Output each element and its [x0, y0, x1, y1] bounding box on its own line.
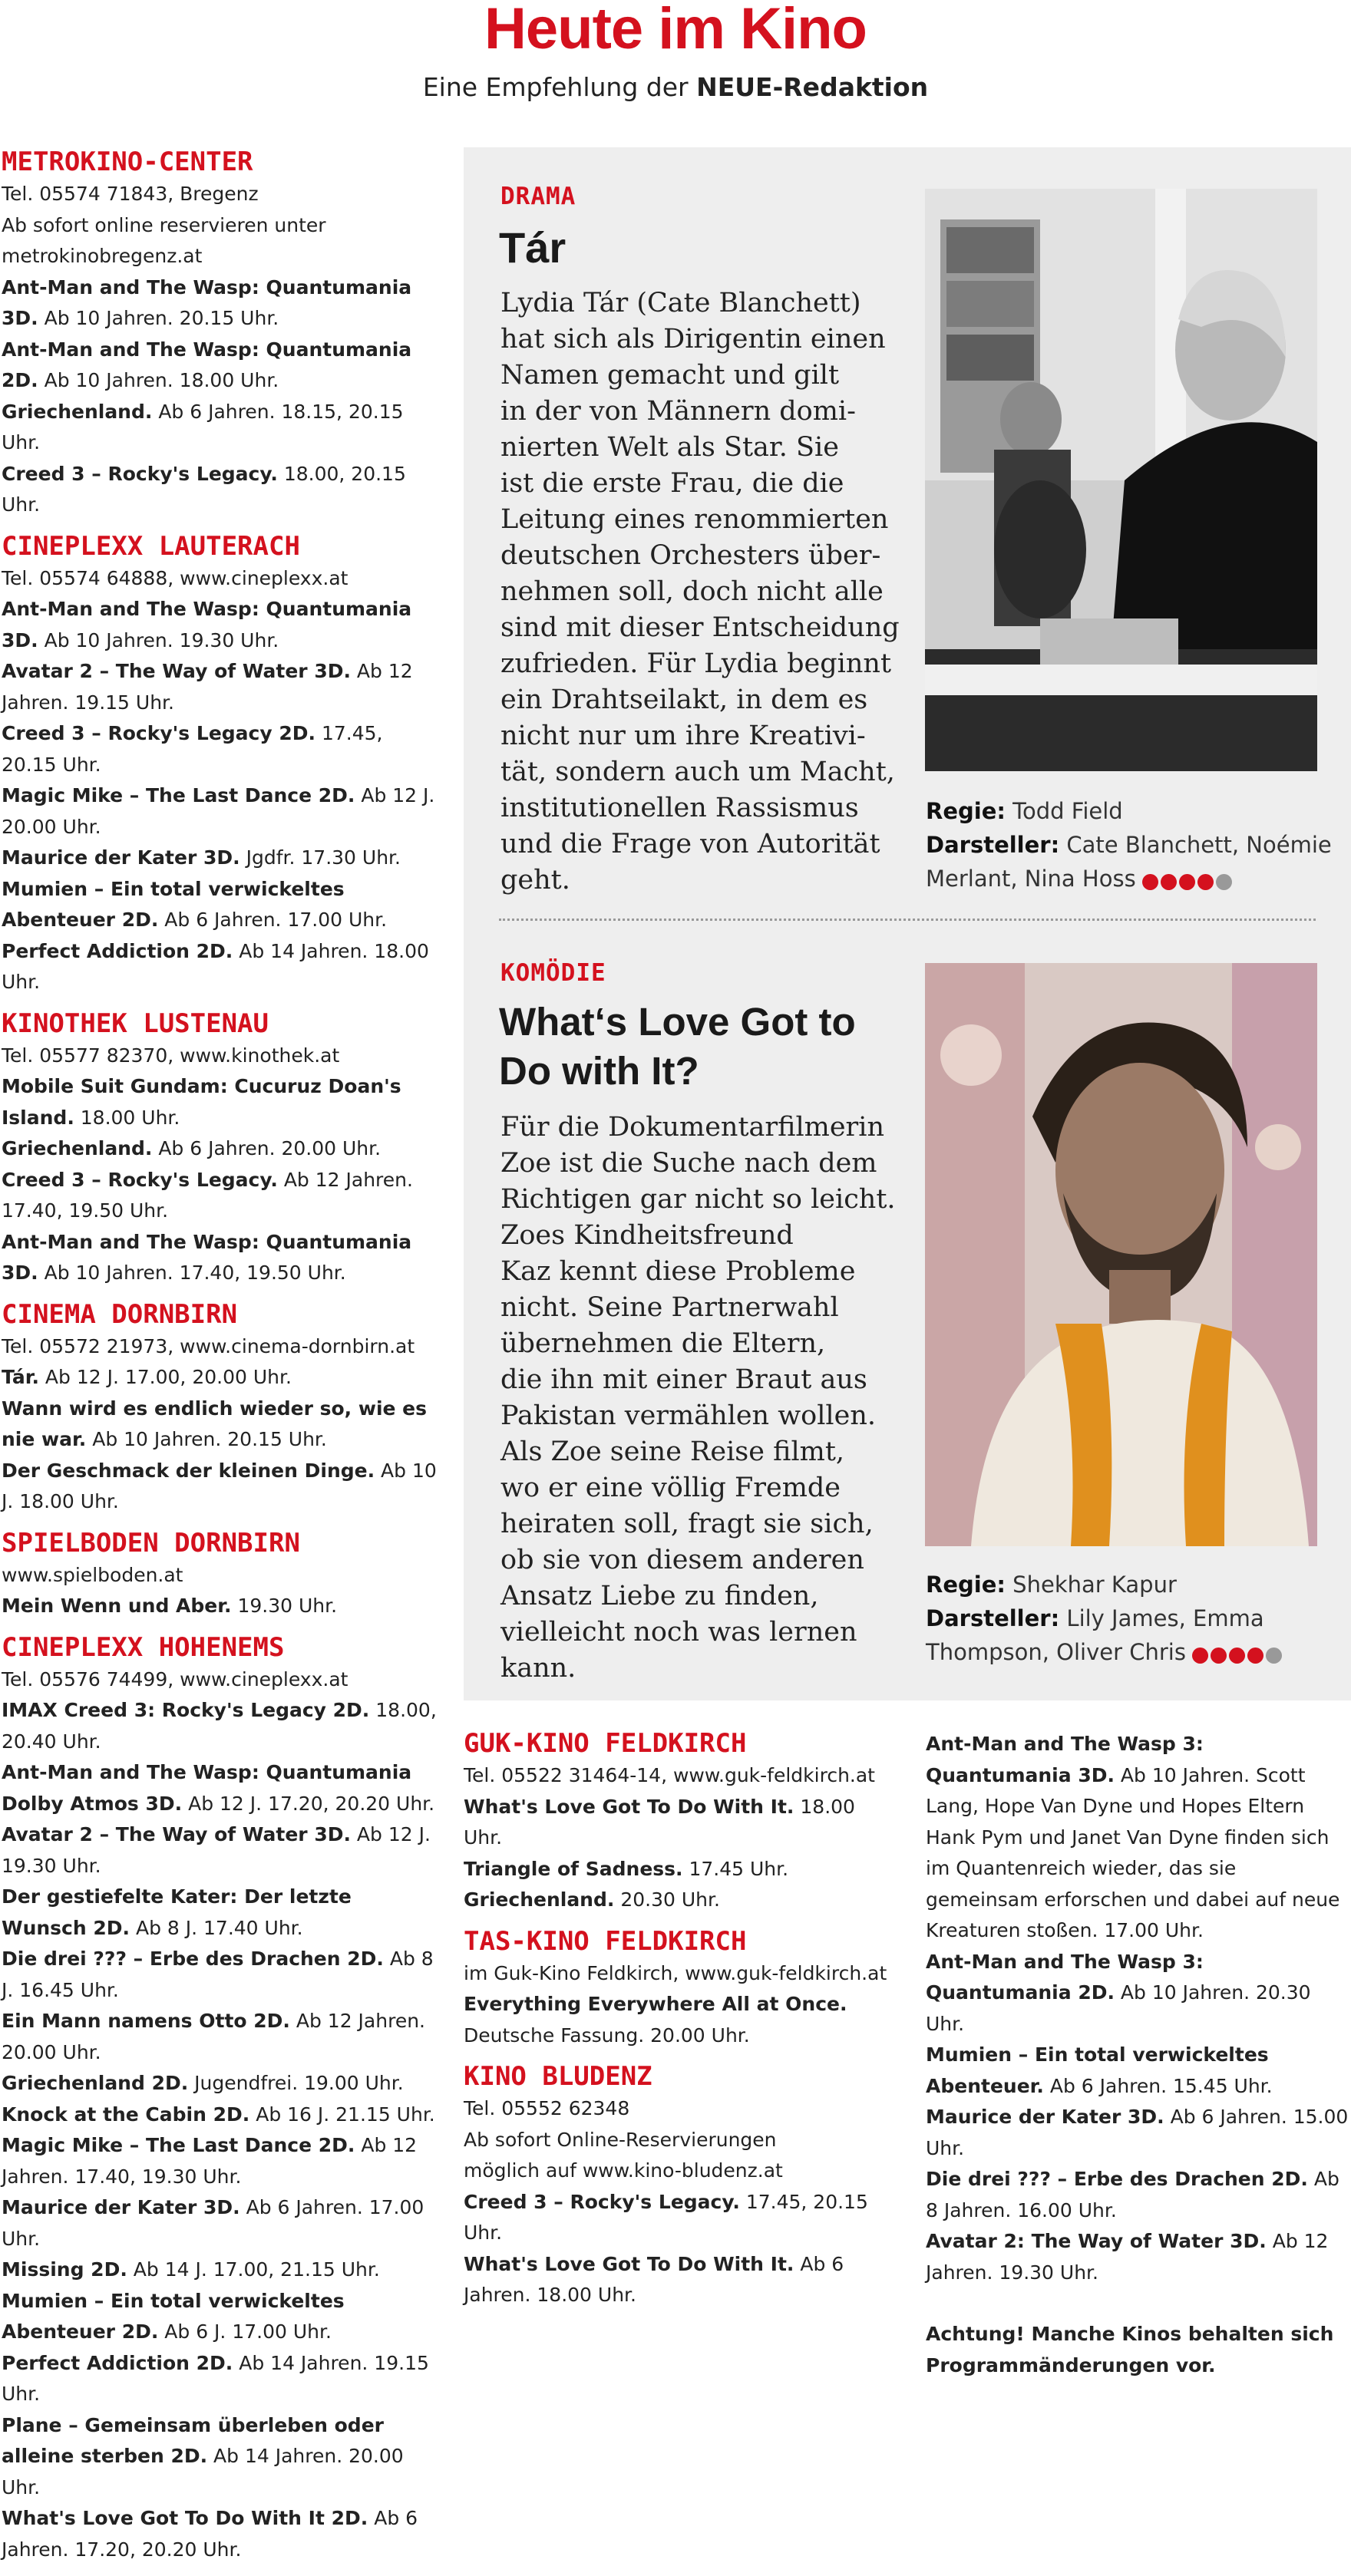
- film-details: 18.00, 20.15 Uhr.: [2, 462, 406, 516]
- film-entry: [2, 2348, 438, 2410]
- film-title: Perfect Addiction 2D.: [2, 939, 233, 962]
- film-title: Der gestiefelte Kater: Der letzte Wunsch 2D.: [2, 1885, 352, 1939]
- film-entry: [2, 2192, 438, 2254]
- film-entry: [2, 843, 438, 874]
- cinema-name: CINEPLEXX HOHENEMS: [2, 1631, 285, 1663]
- film-details: Ab 10 J. 18.00 Uhr.: [2, 1459, 437, 1512]
- film-details: Ab 10 Jahren. 20.30 Uhr.: [926, 1981, 1311, 2035]
- film-details: Ab 10 Jahren. Scott Lang, Hope Van Dyne und Hopes Eltern Hank Pym und Janet Van Dyne finden sich im Quantenreich wieder, das sie gemeinsam erforschen und dabei auf neue Kreaturen stoßen. 17.00 Uhr.: [926, 1763, 1340, 1941]
- review-text-line: wo er eine völlig Fremde: [500, 1473, 841, 1503]
- review-text-line: ob sie von diesem anderen: [500, 1545, 864, 1575]
- film-title: Ant-Man and The Wasp 3: Quantumania 3D.: [926, 1733, 1204, 1786]
- film-entry: [2, 1591, 438, 1622]
- film-title: Griechenland 2D.: [2, 2072, 189, 2094]
- page-title: Heute im Kino: [484, 0, 867, 61]
- film-entry: [2, 2068, 438, 2099]
- film-entry: [464, 1885, 894, 1916]
- film-details: Ab 8 Jahren. 16.00 Uhr.: [926, 2168, 1339, 2221]
- film-entry: [2, 2503, 438, 2565]
- cinema-info: Ab sofort Online-Reservierungen: [464, 2128, 777, 2151]
- film-entry: [2, 718, 438, 780]
- film-title: Ant-Man and The Wasp: Quantumania Dolby Atmos 3D.: [2, 1761, 412, 1815]
- review-text-line: institutionellen Rassismus: [500, 793, 859, 823]
- film-details: Ab 8 J. 17.40 Uhr.: [130, 1916, 303, 1939]
- film-entry: [2, 1227, 438, 1289]
- film-details: 18.00, 20.40 Uhr.: [2, 1699, 437, 1753]
- cinema-name: GUK-KINO FELDKIRCH: [464, 1728, 747, 1759]
- review-text-line: sind mit dieser Entscheidung: [500, 612, 900, 643]
- film-title: Creed 3 – Rocky's Legacy.: [464, 2190, 740, 2213]
- film-details: Ab 6 Jahren. 15.45 Uhr.: [1043, 2074, 1273, 2097]
- film-title: Wann wird es endlich wieder so, wie es nie war.: [2, 1397, 428, 1450]
- cinema-block: [2, 1633, 438, 2566]
- film-title: Maurice der Kater 3D.: [2, 2196, 240, 2218]
- film-details: Ab 6 Jahren. 15.00 Uhr.: [926, 2106, 1349, 2159]
- film-title: What's Love Got To Do With It.: [464, 1795, 794, 1818]
- film-details: Ab 10 Jahren. 17.40, 19.50 Uhr.: [38, 1262, 346, 1284]
- credits-regie: Regie: Todd Field: [926, 798, 1123, 824]
- film-details: Ab 14 Jahren. 19.15 Uhr.: [2, 2351, 429, 2405]
- film-details: Ab 6 Jahren. 18.15, 20.15 Uhr.: [2, 400, 404, 454]
- film-title: Perfect Addiction 2D.: [2, 2351, 233, 2374]
- rating-dots: [1142, 863, 1234, 897]
- film-details: Ab 6 Jahren. 17.00 Uhr.: [2, 2196, 424, 2250]
- review-text-line: vielleicht noch was lernen: [500, 1617, 857, 1648]
- film-entry: [2, 594, 438, 656]
- review-text-line: ein Drahtseilakt, in dem es: [500, 684, 868, 715]
- film-entry: [2, 1362, 438, 1394]
- film-entry: [2, 397, 438, 459]
- cinema-block: [2, 1529, 438, 1622]
- film-details: Ab 10 Jahren. 20.15 Uhr.: [86, 1428, 327, 1450]
- tar-film-photo: [925, 189, 1317, 771]
- review-text-line: Lydia Tár (Cate Blanchett): [500, 288, 861, 318]
- film-details: Ab 10 Jahren. 20.15 Uhr.: [38, 307, 279, 329]
- film-title: Griechenland.: [2, 400, 153, 423]
- film-title: Creed 3 – Rocky's Legacy 2D.: [2, 722, 316, 744]
- film-title: Avatar 2: The Way of Water 3D.: [926, 2230, 1267, 2252]
- film-details: Ab 12 Jahren. 17.40, 19.30 Uhr.: [2, 2134, 418, 2188]
- film-details: Ab 10 Jahren. 19.30 Uhr.: [38, 628, 279, 651]
- film-entry: [464, 2249, 894, 2311]
- film-entry: [926, 2164, 1349, 2226]
- cinema-block: [2, 1300, 438, 1518]
- rating-dot-empty: [1216, 874, 1232, 890]
- film-details: 17.45, 20.15 Uhr.: [464, 2190, 868, 2244]
- film-details: 17.45 Uhr.: [682, 1857, 789, 1880]
- film-title: Ant-Man and The Wasp: Quantumania 3D.: [2, 275, 412, 329]
- film-title: Magic Mike – The Last Dance 2D.: [2, 784, 355, 806]
- rating-dot-filled: [1247, 1648, 1263, 1664]
- review-text-line: geht.: [500, 865, 570, 895]
- film-details: Jugendfrei. 19.00 Uhr.: [188, 2072, 404, 2094]
- film-entry: [2, 2410, 438, 2504]
- film-details: Ab 6 Jahren. 18.00 Uhr.: [464, 2252, 844, 2306]
- film-title: Maurice der Kater 3D.: [926, 2106, 1164, 2128]
- film-entry: [2, 1757, 438, 1819]
- film-details: Ab 14 Jahren. 18.00 Uhr.: [2, 939, 429, 993]
- cinema-info: Ab sofort online reservieren unter: [2, 213, 326, 236]
- lower-cinema-column-2: [926, 1729, 1349, 2381]
- review-text-line: und die Frage von Autorität: [500, 829, 880, 859]
- cinema-block: [2, 147, 438, 521]
- review-text-line: heiraten soll, fragt sie sich,: [500, 1509, 874, 1539]
- film-entry: [2, 1456, 438, 1518]
- review-text-line: nehmen soll, doch nicht alle: [500, 576, 884, 607]
- love-film-photo-image: [925, 963, 1317, 1546]
- film-title: Plane – Gemeinsam überleben oder alleine sterben 2D.: [2, 2413, 384, 2467]
- review-text-line: Für die Dokumentarfilmerin: [500, 1112, 885, 1143]
- film-title: IMAX Creed 3: Rocky's Legacy 2D.: [2, 1699, 370, 1721]
- review-text-line: ist die erste Frau, die die: [500, 468, 844, 499]
- film-details: 18.00 Uhr.: [464, 1795, 855, 1849]
- film-details: Ab 10 Jahren. 18.00 Uhr.: [38, 369, 279, 391]
- film-title: Mumien – Ein total verwickeltes Abenteuer 2D.: [2, 877, 345, 931]
- film-title: Knock at the Cabin 2D.: [2, 2103, 250, 2126]
- review-text-line: in der von Männern domi-: [500, 396, 856, 427]
- film-entry: [2, 2286, 438, 2348]
- film-details: Ab 14 Jahren. 20.00 Uhr.: [2, 2445, 404, 2498]
- cinema-info: Tel. 05572 21973, www.cinema-dornbirn.at: [2, 1334, 415, 1357]
- credits-darsteller-cont: Thompson, Oliver Chris: [926, 1635, 1351, 1671]
- review-text-line: tät, sondern auch um Macht,: [500, 757, 895, 787]
- film-entry: [2, 1165, 438, 1227]
- film-entry: [2, 1071, 438, 1133]
- film-entry: [2, 656, 438, 718]
- film-entry: [2, 874, 438, 936]
- film-entry: [2, 1882, 438, 1944]
- cinema-info: Tel. 05577 82370, www.kinothek.at: [2, 1044, 340, 1067]
- film-entry: [464, 1792, 894, 1854]
- left-cinema-column: [2, 147, 438, 2576]
- cinema-info: Tel. 05552 62348: [464, 2097, 630, 2119]
- cinema-name: KINOTHEK LUSTENAU: [2, 1008, 269, 1039]
- rating-dot-filled: [1161, 874, 1177, 890]
- film-entry: [464, 1989, 894, 2051]
- review-text-line: Zoe ist die Suche nach dem: [500, 1148, 877, 1179]
- film-title: Die drei ??? – Erbe des Drachen 2D.: [926, 2168, 1308, 2190]
- cinema-info: Tel. 05522 31464-14, www.guk-feldkirch.at: [464, 1764, 875, 1786]
- film-title: What's Love Got To Do With It.: [464, 2252, 794, 2275]
- film-title: Everything Everywhere All at Once.: [464, 1993, 847, 2015]
- film-title: Triangle of Sadness.: [464, 1857, 683, 1880]
- film-details: 20.30 Uhr.: [614, 1888, 720, 1911]
- film-entry: [2, 1133, 438, 1165]
- rating-dots: [1192, 1637, 1284, 1671]
- cinema-name: KINO BLUDENZ: [464, 2061, 652, 2092]
- review-title: Tár: [499, 223, 566, 272]
- film-title: Mobile Suit Gundam: Cucuruz Doan's Island.: [2, 1075, 401, 1129]
- review-text-line: deutschen Orchesters über-: [500, 540, 881, 571]
- film-entry: [2, 2254, 438, 2286]
- rating-dot-filled: [1142, 874, 1158, 890]
- cinema-info: Tel. 05576 74499, www.cineplexx.at: [2, 1667, 348, 1690]
- love-film-photo: [925, 963, 1317, 1546]
- rating-dot-empty: [1266, 1648, 1282, 1664]
- cinema-info: metrokinobregenz.at: [2, 245, 203, 267]
- review-text-line: Namen gemacht und gilt: [500, 360, 840, 391]
- cinema-info: möglich auf www.kino-bludenz.at: [464, 2159, 783, 2182]
- cinema-info: Tel. 05574 64888, www.cineplexx.at: [2, 566, 348, 589]
- film-details: Ab 16 J. 21.15 Uhr.: [249, 2103, 435, 2126]
- film-title: Ant-Man and The Wasp: Quantumania 3D.: [2, 598, 412, 651]
- film-title: Avatar 2 – The Way of Water 3D.: [2, 660, 351, 682]
- film-title: Griechenland.: [464, 1888, 615, 1911]
- film-details: Deutsche Fassung. 20.00 Uhr.: [464, 2024, 750, 2047]
- film-entry: [2, 1695, 438, 1757]
- film-details: 18.00 Uhr.: [74, 1106, 180, 1129]
- review-text-line: nierten Welt als Star. Sie: [500, 432, 839, 463]
- film-details: Ab 14 J. 17.00, 21.15 Uhr.: [127, 2258, 380, 2281]
- rating-dot-filled: [1197, 874, 1214, 890]
- cinema-name: SPIELBODEN DORNBIRN: [2, 1527, 300, 1558]
- film-entry: [926, 2226, 1349, 2288]
- film-entry: [2, 459, 438, 521]
- film-title: Mumien – Ein total verwickeltes Abenteuer.: [926, 2043, 1269, 2097]
- review-text: [500, 1110, 930, 1687]
- review-text-line: Als Zoe seine Reise filmt,: [500, 1436, 845, 1467]
- film-title: Mumien – Ein total verwickeltes Abenteuer 2D.: [2, 2289, 345, 2343]
- film-entry: [2, 1819, 438, 1882]
- page-subtitle: Eine Empfehlung der NEUE-Redaktion: [422, 72, 929, 102]
- film-entry: [926, 1729, 1349, 1947]
- review-text-line: Pakistan vermählen wollen.: [500, 1400, 876, 1431]
- film-details: 19.30 Uhr.: [231, 1595, 338, 1617]
- film-details: Ab 12 J. 20.00 Uhr.: [2, 784, 435, 838]
- review-text-line: Kaz kennt diese Probleme: [500, 1256, 856, 1287]
- film-details: 17.45, 20.15 Uhr.: [2, 722, 383, 776]
- film-title: Griechenland.: [2, 1137, 153, 1159]
- film-entry: [2, 2099, 438, 2131]
- rating-dot-filled: [1211, 1648, 1227, 1664]
- film-title: Avatar 2 – The Way of Water 3D.: [2, 1823, 351, 1845]
- film-details: Ab 6 Jahren. 17.00 Uhr.: [158, 909, 388, 931]
- cinema-info: www.spielboden.at: [2, 1563, 183, 1586]
- rating-dot-filled: [1192, 1648, 1208, 1664]
- review-text-line: zufrieden. Für Lydia beginnt: [500, 648, 892, 679]
- film-title: Tár.: [2, 1366, 39, 1388]
- cinema-block: [464, 1927, 894, 2052]
- film-entry: [2, 272, 438, 335]
- film-details: Ab 12 Jahren. 19.15 Uhr.: [2, 660, 413, 714]
- review-text-line: übernehmen die Eltern,: [500, 1328, 826, 1359]
- film-title: Ein Mann namens Otto 2D.: [2, 2010, 290, 2032]
- film-details: Ab 12 Jahren. 17.40, 19.50 Uhr.: [2, 1168, 413, 1222]
- film-title: Creed 3 – Rocky's Legacy.: [2, 462, 278, 485]
- program-note: Achtung! Manche Kinos behalten sich Programmänderungen vor.: [926, 2323, 1334, 2376]
- film-details: Ab 12 Jahren. 20.00 Uhr.: [2, 2010, 425, 2063]
- review-credits: [926, 1568, 1351, 1671]
- film-title: What's Love Got To Do With It 2D.: [2, 2507, 368, 2529]
- credits-darsteller: Darsteller: Cate Blanchett, Noémie: [926, 832, 1332, 858]
- credits-regie: Regie: Shekhar Kapur: [926, 1572, 1177, 1598]
- credits-darsteller: Darsteller: Lily James, Emma: [926, 1605, 1264, 1631]
- cinema-name: CINEMA DORNBIRN: [2, 1298, 238, 1330]
- cinema-block: [464, 2062, 894, 2311]
- film-title: Die drei ??? – Erbe des Drachen 2D.: [2, 1948, 384, 1970]
- review-text-line: Ansatz Liebe zu finden,: [500, 1581, 819, 1611]
- film-title: Maurice der Kater 3D.: [2, 846, 240, 869]
- film-title: Magic Mike – The Last Dance 2D.: [2, 2134, 355, 2156]
- review-text-line: nicht nur um ihre Kreativi-: [500, 721, 866, 751]
- tar-film-photo-image: [925, 189, 1317, 771]
- film-entry: [926, 2040, 1349, 2102]
- film-entry: [464, 1854, 894, 1885]
- film-entry: [2, 335, 438, 397]
- film-title: Mein Wenn und Aber.: [2, 1595, 232, 1617]
- film-entry: [2, 1944, 438, 2006]
- film-details: Ab 12 J. 19.30 Uhr.: [2, 1823, 431, 1877]
- film-entry: [2, 2006, 438, 2068]
- review-title: What‘s Love Got to Do with It?: [499, 1000, 856, 1093]
- film-details: Ab 12 J. 17.00, 20.00 Uhr.: [38, 1366, 292, 1388]
- review-genre: KOMÖDIE: [500, 959, 606, 987]
- review-text-line: die ihn mit einer Braut aus: [500, 1364, 867, 1395]
- film-details: Ab 6 J. 17.00 Uhr.: [158, 2320, 332, 2343]
- film-details: Ab 8 J. 16.45 Uhr.: [2, 1948, 434, 2001]
- cinema-name: TAS-KINO FELDKIRCH: [464, 1925, 747, 1957]
- review-text: [500, 285, 930, 899]
- film-title: Missing 2D.: [2, 2258, 127, 2281]
- review-text-line: Leitung eines renommierten: [500, 504, 889, 535]
- cinema-name: METROKINO-CENTER: [2, 147, 253, 177]
- rating-dot-filled: [1179, 874, 1195, 890]
- film-title: Ant-Man and The Wasp: Quantumania 3D.: [2, 1230, 412, 1284]
- film-entry: [2, 1394, 438, 1456]
- review-text-line: Zoes Kindheitsfreund: [500, 1220, 794, 1251]
- review-divider: [499, 919, 1316, 921]
- review-credits: [926, 794, 1351, 897]
- cinema-name: CINEPLEXX LAUTERACH: [2, 530, 300, 562]
- film-entry: [926, 2102, 1349, 2164]
- film-details: Ab 6 Jahren. 20.00 Uhr.: [152, 1137, 382, 1159]
- film-details: Ab 6 Jahren. 17.20, 20.20 Uhr.: [2, 2507, 418, 2561]
- film-entry: [2, 2130, 438, 2192]
- review-text-line: nicht. Seine Partnerwahl: [500, 1292, 839, 1323]
- lower-cinema-column-1: [464, 1729, 894, 2322]
- film-entry: [926, 1947, 1349, 2040]
- film-entry: [2, 936, 438, 998]
- cinema-info: im Guk-Kino Feldkirch, www.guk-feldkirch.at: [464, 1961, 887, 1984]
- film-title: Creed 3 – Rocky's Legacy.: [2, 1168, 278, 1191]
- film-details: Jgdfr. 17.30 Uhr.: [239, 846, 401, 869]
- film-details: Ab 12 Jahren. 19.30 Uhr.: [926, 2230, 1329, 2284]
- film-entry: [464, 2187, 894, 2249]
- review-text-line: Richtigen gar nicht so leicht.: [500, 1184, 896, 1215]
- film-details: Ab 12 J. 17.20, 20.20 Uhr.: [182, 1792, 435, 1815]
- cinema-block: [2, 532, 438, 998]
- film-title: Ant-Man and The Wasp 3: Quantumania 2D.: [926, 1950, 1204, 2004]
- cinema-block: [464, 1729, 894, 1916]
- film-title: Ant-Man and The Wasp: Quantumania 2D.: [2, 338, 412, 391]
- review-genre: DRAMA: [500, 183, 576, 210]
- film-title: Der Geschmack der kleinen Dinge.: [2, 1459, 375, 1482]
- credits-darsteller-cont: Merlant, Nina Hoss: [926, 862, 1351, 897]
- cinema-block: [2, 1009, 438, 1289]
- rating-dot-filled: [1229, 1648, 1245, 1664]
- review-text-line: hat sich als Dirigentin einen: [500, 324, 886, 355]
- cinema-info: Tel. 05574 71843, Bregenz: [2, 183, 259, 205]
- film-entry: [2, 780, 438, 843]
- review-text-line: kann.: [500, 1653, 576, 1684]
